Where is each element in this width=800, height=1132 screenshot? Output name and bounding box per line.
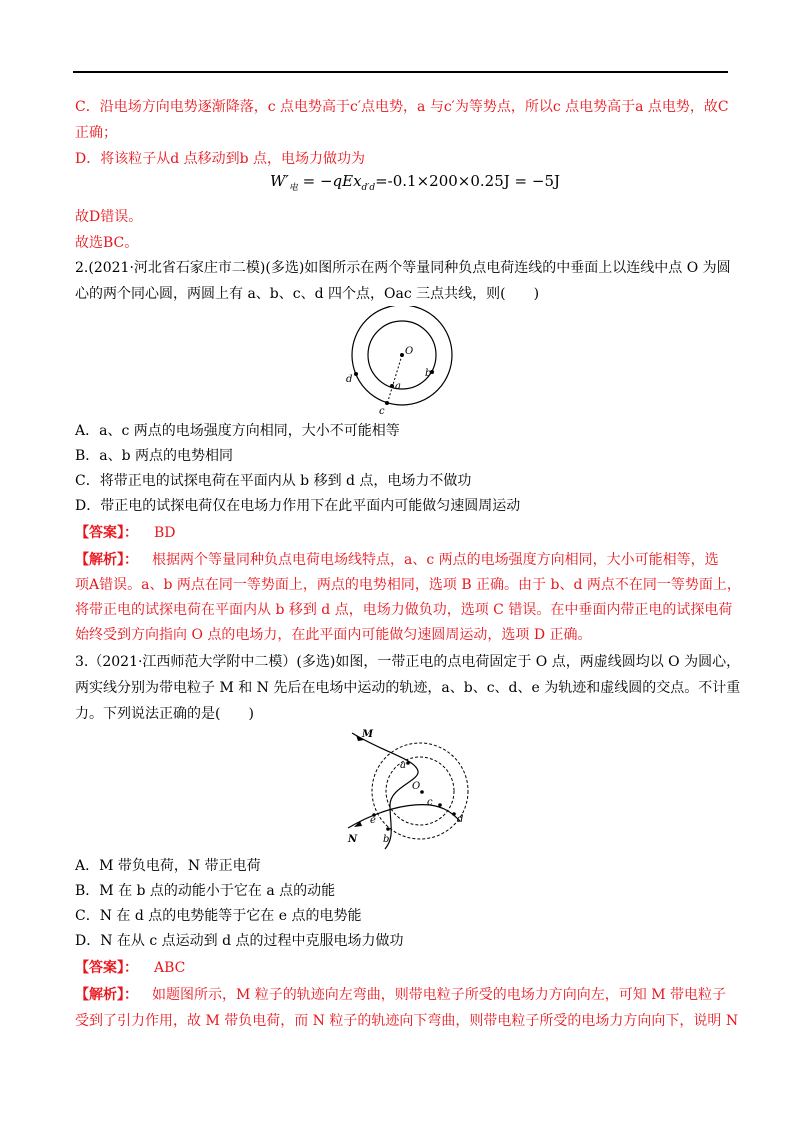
point-c — [385, 401, 389, 405]
q2-answer-label: 【答案】： — [75, 525, 138, 541]
formula-mid: = −qEx — [297, 172, 362, 190]
label-a: a — [400, 760, 406, 771]
q2-stem-line2: 心的两个同心圆，两圆上有 a、b、c、d 四个点，Oac 三点共线，则( ) — [75, 286, 540, 302]
point-a — [406, 761, 410, 765]
q2-analysis-line3: 将带正电的试探电荷在平面内从 b 移到 d 点，电场力做负功，选项 C 错误。在中垂面内带正电的试探电荷 — [75, 602, 733, 618]
q2-option-c: C．将带正电的试探电荷在平面内从 b 移到 d 点，电场力不做功 — [75, 473, 472, 489]
q3-stem-line1: 3.（2021·江西师范大学附中二模）(多选)如图，一带正电的点电荷固定于 O 点，两虚线圆均以 O 为圆心， — [75, 654, 741, 670]
q2-analysis-line1 — [75, 551, 735, 569]
label-o: O — [412, 781, 421, 792]
formula-lhs: W′ — [270, 172, 289, 190]
q3-analysis-line2: 受到了引力作用，故 M 带负电荷，而 N 粒子的轨迹向下弯曲，则带电粒子所受的电场力方向向下，说明 N — [75, 1013, 739, 1029]
q2-option-a: A．a、c 两点的电场强度方向相同，大小不可能相等 — [75, 423, 400, 439]
label-e: e — [370, 815, 376, 826]
label-o: O — [405, 346, 414, 357]
point-d — [452, 812, 456, 816]
q2-answer: BD — [154, 525, 176, 541]
q2-answer-row — [75, 524, 735, 542]
point-o — [400, 353, 404, 357]
point-o — [420, 790, 424, 794]
point-d — [354, 372, 358, 376]
q3-option-d: D．N 在从 c 点运动到 d 点的过程中克服电场力做功 — [75, 933, 404, 949]
q2-analysis-label: 【解析】： — [75, 552, 138, 568]
header-rule — [73, 71, 728, 73]
label-b: b — [425, 368, 432, 379]
prev-option-c-line2: 正确； — [75, 125, 117, 141]
work-formula — [270, 172, 560, 193]
q2-analysis-line2: 项A错误。a、b 两点在同一等势面上，两点的电势相同，选项 B 正确。由于 b、d 两点不在同一等势面上， — [75, 577, 741, 593]
label-d: d — [346, 374, 353, 385]
label-d: d — [457, 814, 464, 825]
q3-answer-label: 【答案】： — [75, 960, 138, 976]
q3-trajectory-figure — [340, 725, 480, 850]
label-m: M — [362, 729, 374, 740]
q3-option-a: A．M 带负电荷，N 带正电荷 — [75, 858, 261, 874]
trajectory-m — [352, 733, 421, 849]
q3-analysis-label: 【解析】： — [75, 987, 138, 1003]
q3-analysis-text1: 如题图所示，M 粒子的轨迹向左弯曲，则带电粒子所受的电场力方向向左，可知 M 带电粒子 — [152, 987, 727, 1003]
q2-concentric-circles-figure — [340, 306, 460, 416]
prev-option-c-line1: C．沿电场方向电势逐渐降落，c 点电势高于c′点电势，a 与c′为等势点，所以c 点电势高于a 点电势，故C — [75, 99, 729, 115]
q2-option-d: D．带正电的试探电荷仅在电场力作用下在此平面内可能做匀速圆周运动 — [75, 498, 521, 514]
label-c: c — [427, 797, 433, 808]
prev-option-d-line: D．将该粒子从d 点移动到b 点，电场力做功为 — [75, 151, 366, 167]
q3-analysis-line1 — [75, 986, 735, 1004]
q3-stem-line3: 力。下列说法正确的是( ) — [75, 706, 254, 722]
point-b — [386, 827, 390, 831]
q2-analysis-text1: 根据两个等量同种负点电荷电场线特点，a、c 两点的电场强度方向相同，大小可能相等，选 — [152, 552, 719, 568]
oac-dashed-line — [388, 355, 402, 401]
point-a — [390, 384, 394, 388]
formula-rhs: =-0.1×200×0.25J = −5J — [375, 172, 561, 190]
trajectory-n — [348, 805, 460, 828]
label-c: c — [379, 406, 385, 416]
label-n: N — [348, 834, 358, 845]
q3-answer-row — [75, 959, 735, 977]
label-a: a — [395, 381, 401, 392]
formula-sub: 电 — [288, 183, 298, 193]
point-c — [438, 803, 442, 807]
q3-stem-line2: 两实线分别为带电粒子 M 和 N 先后在电场中运动的轨迹，a、b、c、d、e 为轨迹和虚线圆的交点。不计重 — [75, 680, 741, 696]
q3-option-b: B．M 在 b 点的动能小于它在 a 点的动能 — [75, 883, 336, 899]
q3-option-c: C．N 在 d 点的电势能等于它在 e 点的电势能 — [75, 908, 362, 924]
label-b: b — [383, 834, 390, 845]
q2-stem-line1: 2.(2021·河北省石家庄市二模)(多选)如图所示在两个等量同种负点电荷连线的中垂面上以连线中点 O 为圆 — [75, 260, 731, 276]
formula-sub2: d′d — [361, 183, 376, 193]
q2-analysis-line4: 始终受到方向指向 O 点的电场力，在此平面内可能做匀速圆周运动，选项 D 正确。 — [75, 627, 592, 643]
prev-conclusion-1: 故D错误。 — [75, 209, 143, 225]
prev-conclusion-2: 故选BC。 — [75, 235, 139, 251]
q2-option-b: B．a、b 两点的电势相同 — [75, 448, 234, 464]
q3-answer: ABC — [154, 960, 186, 976]
